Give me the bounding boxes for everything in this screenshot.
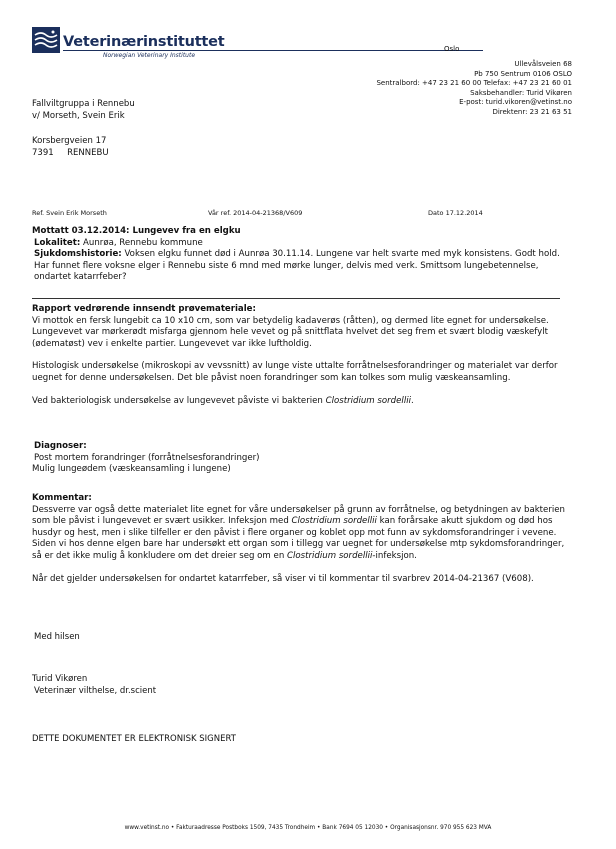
contact-line: Saksbehandler: Turid Vikøren [470,88,572,97]
diagnosis-item: Post mortem forandringer (forråtnelsesforandringer) [34,452,260,463]
report-paragraph: Ved bakteriologisk undersøkelse av lungevevet påviste vi bakterien Clostridium sordellii. [32,395,414,406]
contact-block [376,60,572,118]
comment-section [32,493,576,585]
history-value: Voksen elgku funnet død i Aunrøa 30.11.14. Lungene var helt svarte med myk konsistens. Godt hold. Har funnet flere voksne elger i Rennebu siste 6 mnd med mørke lunger, delvis med verk. Smittsom lungebetennelse, ondartet katarrfeber? [34,249,560,283]
institute-logo-icon [32,27,60,53]
org-subtitle: Norwegian Veterinary Institute [103,52,196,59]
report-paragraph: Vi mottok en fersk lungebit ca 10 x10 cm, som var betydelig kadaverøs (råtten), og dermed lite egnet for undersøkelse. Lungevevet var mørkerødt misfarga gjennom hele vevet og på snittflata hvelvet det seg frem et svært blodig væskefylt (ødematøst) vev i enkelte partier. Lungevevet var ikke luftholdig. [32,315,549,349]
logo-divider [63,50,483,51]
comment-paragraph: Når det gjelder undersøkelsen for ondartet katarrfeber, så viser vi til kommentar til svarbrev 2014-04-21367 (V608). [32,573,534,584]
contact-line: Direktenr: 23 21 63 51 [492,107,572,116]
received-line: Mottatt 03.12.2014: Lungevev fra en elgku [32,226,241,236]
locality-value: Aunrøa, Rennebu kommune [83,237,203,248]
org-name: Veterinærinstituttet [63,34,225,50]
locality-label: Lokalitet: [34,237,81,248]
electronic-signature-note: DETTE DOKUMENTET ER ELEKTRONISK SIGNERT [32,734,236,744]
recipient-line1: Fallviltgruppa i Rennebu [32,99,135,109]
section-divider [32,298,560,299]
report-heading: Rapport vedrørende innsendt prøvemateriale: [32,304,256,314]
recipient-line2: v/ Morseth, Svein Erik [32,111,125,121]
ref-date: Dato 17.12.2014 [428,209,483,217]
diagnoses-section [32,441,576,476]
footer: www.vetinst.no • Fakturaadresse Postboks 1509, 7435 Trondheim • Bank 7694 05 12030 • Organisasjonsnr. 970 955 623 MVA [124,825,492,831]
report-paragraph: Histologisk undersøkelse (mikroskopi av vevssnitt) av lunge viste uttalte forråtnelsesforandringer og materialet var derfor uegnet for denne undersøkelsen. Det ble påvist noen forandringer som kan tolkes som mulig væskeansamling. [32,361,558,383]
ref-ours: Vår ref. 2014-04-21368/V609 [208,209,303,217]
recipient-postal [32,148,109,159]
diagnosis-item: Mulig lungeødem (væskeansamling i lungene) [32,464,231,475]
report-section [32,304,576,407]
contact-email[interactable]: E-post: turid.vikoren@vetinst.no [459,98,572,107]
header-city: Oslo [444,45,460,53]
ref-sender: Ref. Svein Erik Morseth [32,209,107,217]
recipient-street: Korsbergveien 17 [32,136,107,146]
recipient-place: RENNEBU [67,148,109,158]
diagnoses-heading: Diagnoser: [34,441,87,451]
contact-line: Ullevålsveien 68 [514,60,572,68]
contact-line: Sentralbord: +47 23 21 60 00 Telefax: +47 23 21 60 01 [376,79,572,88]
comment-heading: Kommentar: [32,493,92,503]
case-info [32,226,576,284]
recipient-postcode: 7391 [32,148,54,158]
comment-paragraph: Dessverre var også dette materialet lite egnet for våre undersøkelser på grunn av forråtnelse, og betydningen av bakterien som ble påvist i lungevevet er svært usikker. Infeksjon med Clostridium sordellii kan forårsake akutt sjukdom og død hos husdyr og hest, men i slike tilfeller er den påvist i flere organer og koblet opp mot funn av sykdomsforandringer i vevene. Siden vi hos denne elgen bare har undersøkt ett organ som i tillegg var uegnet for undersøkelse mtp sykdomsforandringer, så er det ikke mulig å konkludere om det dreier seg om en Clostridium sordellii-infeksjon. [32,504,565,561]
greeting: Med hilsen [34,632,80,642]
contact-line: Pb 750 Sentrum 0106 OSLO [474,69,572,78]
history-label: Sjukdomshistorie: [34,249,122,260]
signer-name: Turid Vikøren [32,674,88,684]
bacterium-name: Clostridium sordellii [325,395,411,406]
signer-title: Veterinær vilthelse, dr.scient [34,686,157,696]
